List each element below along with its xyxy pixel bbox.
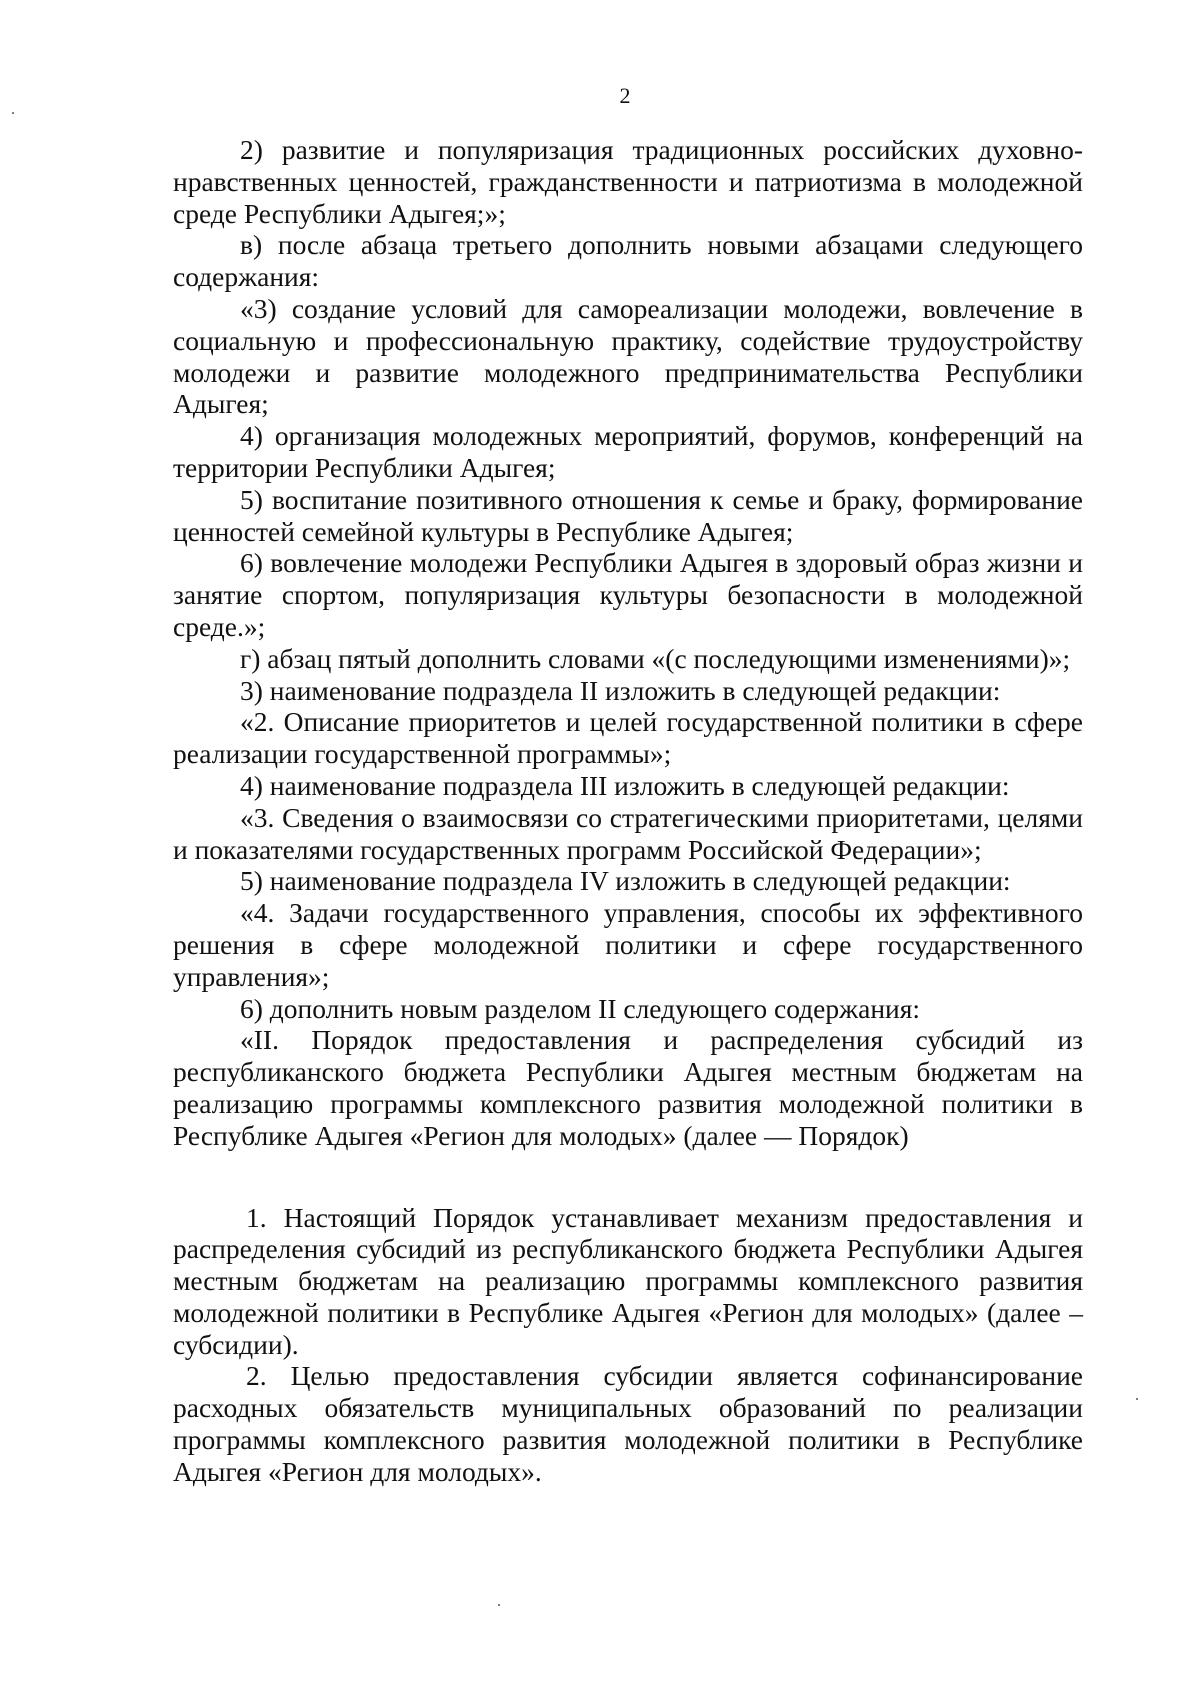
document-body: [173, 134, 1083, 1488]
paragraph: 2) развитие и популяризация традиционных российских духовно-нравственных ценностей, гражданственности и патриотизма в молодежной среде Республики Адыгея;»;: [173, 134, 1083, 229]
blank-space: [173, 1152, 1083, 1202]
scan-speck: [1136, 1398, 1138, 1400]
paragraph: «3. Сведения о взаимосвязи со стратегическими приоритетами, целями и показателями государственных программ Российской Федерации»;: [173, 801, 1083, 865]
paragraph: 6) дополнить новым разделом II следующего содержания:: [240, 992, 921, 1024]
paragraph: «3) создание условий для самореализации молодежи, вовлечение в социальную и профессиональную практику, содействие трудоустройству молодежи и развитие молодежного предпринимательства Республики Адыгея;: [173, 292, 1083, 420]
paragraph: 4) наименование подраздела III изложить в следующей редакции:: [240, 769, 1010, 801]
paragraph: 1. Настоящий Порядок устанавливает механизм предоставления и распределения субсидий из республиканского бюджета Республики Адыгея местным бюджетам на реализацию программы комплексного развития молодежной политики в Республике Адыгея «Регион для молодых» (далее – субсидии).: [173, 1201, 1083, 1360]
section-heading: «II. Порядок предоставления и распределения субсидий из республиканского бюджета Республики Адыгея местным бюджетам на реализацию программы комплексного развития молодежной политики в Республике Адыгея «Регион для молодых» (далее — Порядок): [173, 1024, 1083, 1151]
paragraph: 3) наименование подраздела II изложить в следующей редакции:: [240, 674, 1001, 706]
scan-speck: [498, 1604, 500, 1606]
paragraph: «2. Описание приоритетов и целей государственной политики в сфере реализации государственной программы»;: [173, 706, 1083, 770]
paragraph: 4) организация молодежных мероприятий, форумов, конференций на территории Республики Адыгея;: [173, 420, 1083, 483]
paragraph: 5) наименование подраздела IV изложить в следующей редакции:: [240, 865, 1011, 897]
paragraph: «4. Задачи государственного управления, способы их эффективного решения в сфере молодежной политики и сфере государственного управления»;: [173, 897, 1083, 992]
paragraph: 5) воспитание позитивного отношения к семье и браку, формирование ценностей семейной культуры в Республике Адыгея;: [173, 483, 1083, 547]
page-number: 2: [619, 83, 631, 108]
paragraph: 6) вовлечение молодежи Республики Адыгея в здоровый образ жизни и занятие спортом, популяризация культуры безопасности в молодежной среде.»;: [173, 547, 1083, 642]
paragraph: г) абзац пятый дополнить словами «(с последующими изменениями)»;: [240, 642, 1071, 674]
scan-speck: [12, 112, 14, 114]
paragraph: в) после абзаца третьего дополнить новыми абзацами следующего содержания:: [173, 229, 1083, 293]
paragraph: 2. Целью предоставления субсидии является софинансирование расходных обязательств муниципальных образований по реализации программы комплексного развития молодежной политики в Республике Адыгея «Регион для молодых».: [173, 1360, 1083, 1487]
